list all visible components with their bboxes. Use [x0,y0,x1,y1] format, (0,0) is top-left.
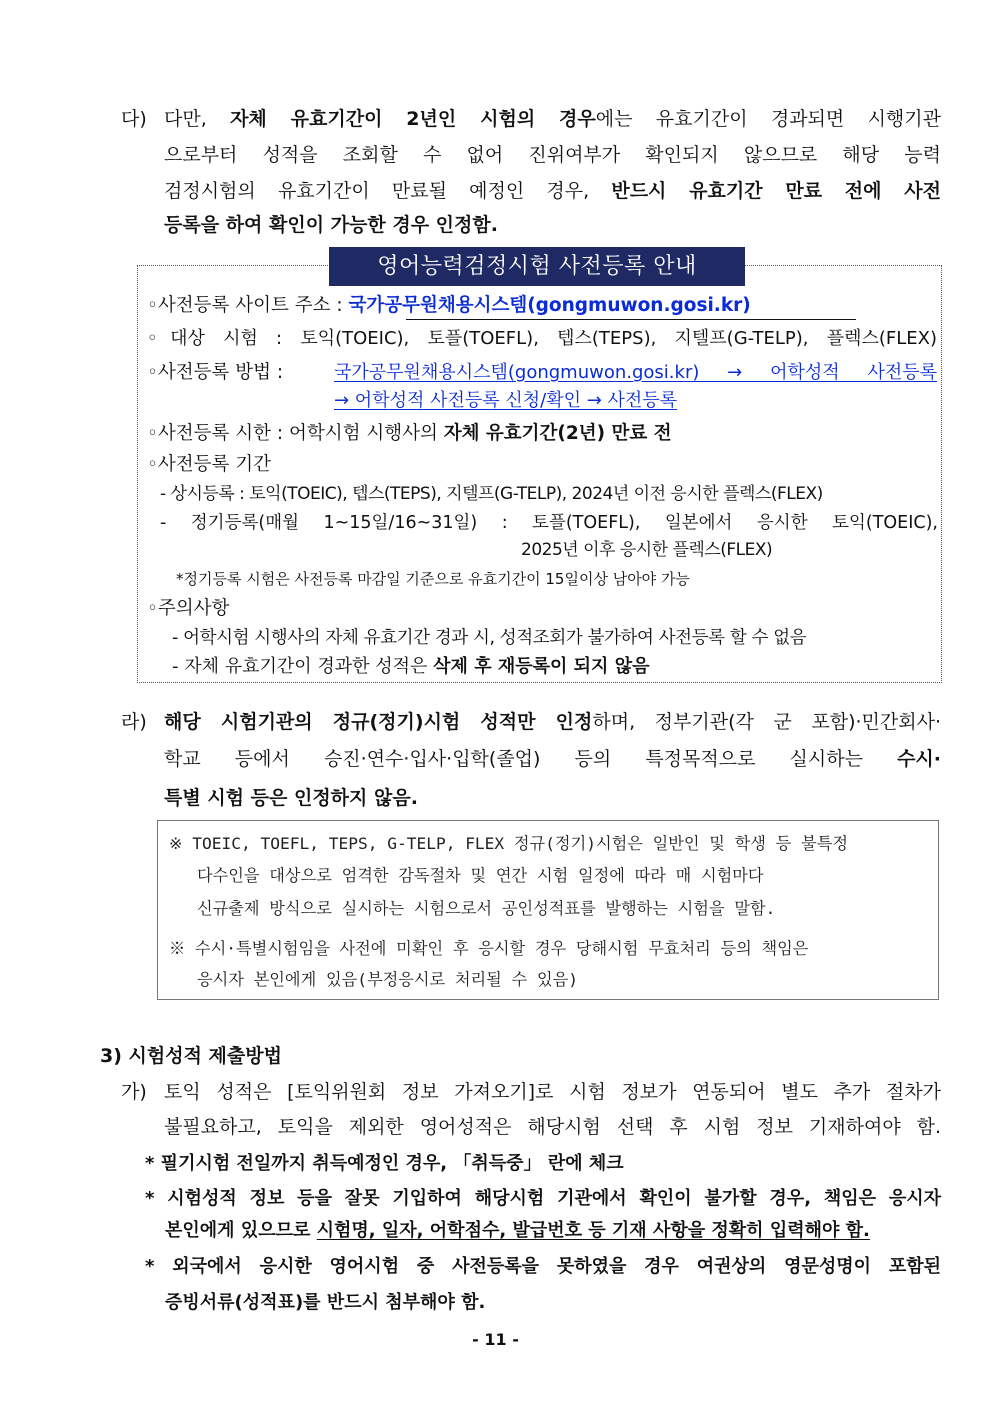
section-3-heading: 3) 시험성적 제출방법 [100,1045,282,1067]
section-3-ga-line-2: 불필요하고, 토익을 제외한 영어성적은 해당시험 선택 후 시험 정보 기재하여야 함. [164,1116,941,1138]
para-ra-line-2: 학교 등에서 승진·연수·입사·입학(졸업) 등의 특정목적으로 실시하는 수시· [164,748,941,770]
regular-registration-note: *정기등록 시험은 사전등록 마감일 기준으로 유효기간이 15일이상 남아야 가능 [176,570,690,588]
caution-item-2: - 자체 유효기간이 경과한 성적은 삭제 후 재등록이 되지 않음 [172,656,650,677]
method-row-label: ◦사전등록 방법 : [147,362,284,383]
period-label: ◦사전등록 기간 [147,454,272,475]
always-registration: - 상시등록 : 토익(TOEIC), 텝스(TEPS), 지텔프(G-TELP), 2024년 이전 응시한 플렉스(FLEX) [160,484,823,504]
page-number: - 11 - [472,1330,519,1349]
para-da-line-2: 으로부터 성적을 조회할 수 없어 진위여부가 확인되지 않으므로 해당 능력 [164,144,941,166]
para-da-line-1: 다만, 자체 유효기간이 2년인 시험의 경우에는 유효기간이 경과되면 시행기관 [164,108,941,130]
note-2-line-2: 응시자 본인에게 있음(부정응시로 처리될 수 있음) [197,970,578,989]
para-da-line-4: 등록을 하여 확인이 가능한 경우 인정함. [164,214,498,236]
note-1-line-2: 다수인을 대상으로 엄격한 감독절차 및 연간 시험 일정에 따라 매 시험마다 [197,866,764,885]
section-3-ga-line-1: 토익 성적은 [토익위원회 정보 가져오기]로 시험 정보가 연동되어 별도 추가 절차가 [164,1081,941,1103]
regular-registration-line-2: 2025년 이후 응시한 플렉스(FLEX) [521,540,773,560]
note-2-line-1: ※ 수시·특별시험임을 사전에 미확인 후 응시할 경우 당해시험 무효처리 등의 책임은 [169,939,809,958]
para-ra-line-1: 해당 시험기관의 정규(정기)시험 성적만 인정하며, 정부기관(각 군 포함)·민간회사· [164,711,941,733]
site-address-row: ◦사전등록 사이트 주소 : 국가공무원채용시스템(gongmuwon.gosi.kr) [147,295,751,316]
para-ra-line-3: 특별 시험 등은 인정하지 않음. [164,787,418,809]
caution-item-1: - 어학시험 시행사의 자체 유효기간 경과 시, 성적조회가 불가하여 사전등록 할 수 없음 [172,628,807,648]
target-exams-row: ◦대상 시험 : 토익(TOEIC), 토플(TOEFL), 텝스(TEPS), 지텔프(G-TELP), 플렉스(FLEX) [147,328,937,349]
star-note-1: * 필기시험 전일까지 취득예정인 경우, 「취득중」 란에 체크 [145,1153,624,1174]
preregistration-box-title: 영어능력검정시험 사전등록 안내 [329,247,745,286]
method-path-line-2[interactable]: → 어학성적 사전등록 신청/확인 → 사전등록 [334,390,678,411]
site-address-underline [406,319,856,320]
regular-registration-line-1: - 정기등록(매월 1~15일/16~31일) : 토플(TOEFL), 일본에서 응시한 토익(TOEIC), [160,513,938,533]
star-note-3-line-2: 증빙서류(성적표)를 반드시 첨부해야 함. [165,1292,486,1313]
star-note-2-line-2: 본인에게 있으므로 시험명, 일자, 어학점수, 발급번호 등 기재 사항을 정확히 입력해야 함. [165,1220,870,1241]
star-note-2-line-1: * 시험성적 정보 등을 잘못 기입하여 해당시험 기관에서 확인이 불가할 경우, 책임은 응시자 [145,1188,941,1209]
para-da-line-3: 검정시험의 유효기간이 만료될 예정인 경우, 반드시 유효기간 만료 전에 사전 [164,180,941,202]
star-note-3-line-1: * 외국에서 응시한 영어시험 중 사전등록을 못하였을 경우 여권상의 영문성명이 포함된 [145,1256,941,1277]
section-3-ga-marker: 가) [121,1081,147,1103]
method-path-line-1[interactable]: 국가공무원채용시스템(gongmuwon.gosi.kr) → 어학성적 사전등록 [334,362,937,383]
note-1-line-1: ※ TOEIC, TOEFL, TEPS, G-TELP, FLEX 정규(정기)시험은 일반인 및 학생 등 불특정 [169,834,848,853]
para-da-marker: 다) [121,108,147,130]
para-ra-marker: 라) [121,711,147,733]
note-1-line-3: 신규출제 방식으로 실시하는 시험으로서 공인성적표를 발행하는 시험을 말함. [197,899,776,918]
caution-label: ◦주의사항 [147,598,230,619]
deadline-row: ◦사전등록 시한 : 어학시험 시행사의 자체 유효기간(2년) 만료 전 [147,423,672,444]
site-address-link[interactable]: 국가공무원채용시스템(gongmuwon.gosi.kr) [348,295,751,316]
